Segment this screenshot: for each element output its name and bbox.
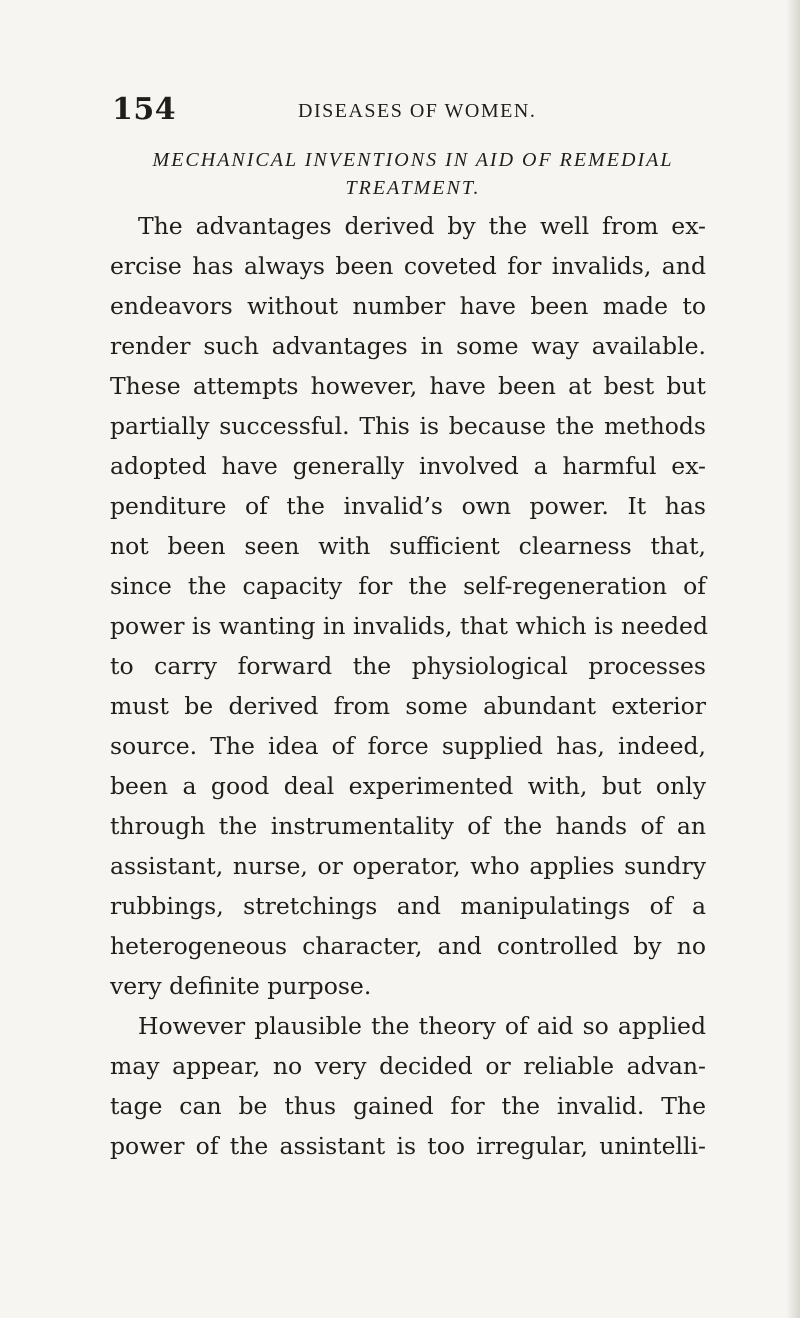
text-line: source. The idea of force supplied has, indeed, xyxy=(110,732,706,760)
text-line: been a good deal experimented with, but only xyxy=(110,772,706,800)
text-line: However plausible the theory of aid so applied xyxy=(138,1012,706,1040)
text-line: render such advantages in some way available. xyxy=(110,332,706,360)
text-line: rubbings, stretchings and manipulatings of a xyxy=(110,892,706,920)
page-number: 154 xyxy=(112,92,177,127)
text-line: since the capacity for the self-regeneration of xyxy=(110,572,706,600)
text-line: to carry forward the physiological processes xyxy=(110,652,706,680)
running-title: DISEASES OF WOMEN. xyxy=(298,100,537,122)
text-line: These attempts however, have been at best but xyxy=(110,372,706,400)
text-line: may appear, no very decided or reliable advan- xyxy=(110,1052,706,1080)
text-line: very definite purpose. xyxy=(110,972,372,1000)
text-line: ercise has always been coveted for invalids, and xyxy=(110,252,706,280)
text-line: endeavors without number have been made to xyxy=(110,292,706,320)
text-line: not been seen with sufficient clearness that, xyxy=(110,532,706,560)
text-line: through the instrumentality of the hands of an xyxy=(110,812,706,840)
text-line: partially successful. This is because the methods xyxy=(110,412,706,440)
text-line: penditure of the invalid’s own power. It has xyxy=(110,492,706,520)
section-heading-line-2: TREATMENT. xyxy=(345,177,481,199)
page-header xyxy=(112,92,712,132)
page-edge-shadow xyxy=(786,0,800,1318)
text-line: heterogeneous character, and controlled by no xyxy=(110,932,706,960)
text-line: must be derived from some abundant exterior xyxy=(110,692,706,720)
text-line: adopted have generally involved a harmful ex- xyxy=(110,452,706,480)
text-line: assistant, nurse, or operator, who applies sundry xyxy=(110,852,706,880)
section-heading-line-1: MECHANICAL INVENTIONS IN AID OF REMEDIAL xyxy=(152,149,674,171)
text-line: power of the assistant is too irregular, unintelli- xyxy=(110,1132,706,1160)
text-line: power is wanting in invalids, that which is needed xyxy=(110,612,708,640)
text-line: tage can be thus gained for the invalid. The xyxy=(110,1092,706,1120)
body-text xyxy=(110,206,706,1166)
text-line: The advantages derived by the well from ex- xyxy=(138,212,706,240)
section-heading xyxy=(118,146,708,202)
